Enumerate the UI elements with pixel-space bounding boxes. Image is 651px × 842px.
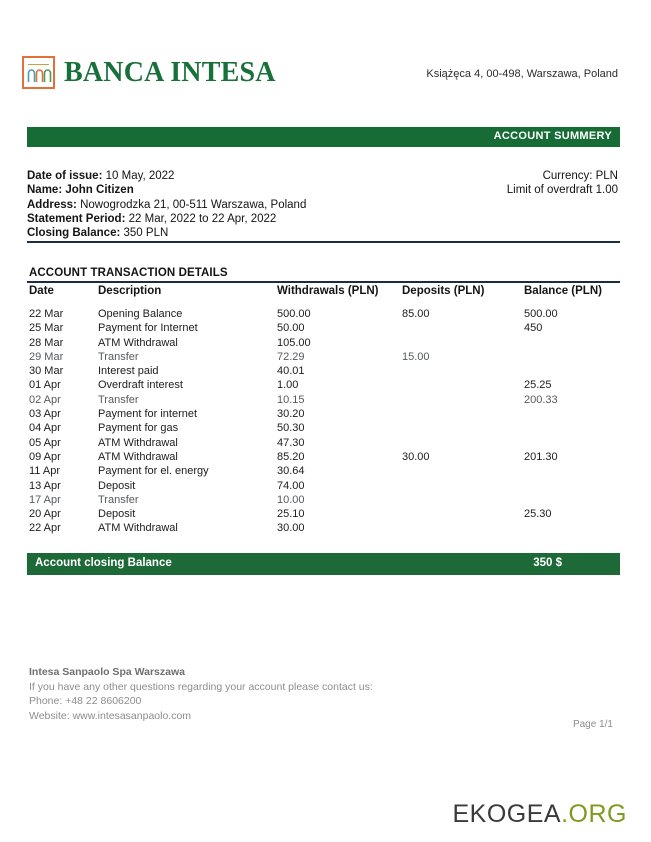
address-value: Nowogrodzka 21, 00-511 Warszawa, Poland [80, 198, 307, 211]
table-row [0, 322, 651, 336]
closing-balance-bar-value: 350 $ [533, 557, 562, 569]
address-label: Address: [27, 198, 77, 211]
cell-withdrawals: 72.29 [277, 350, 305, 363]
name-label: Name: [27, 184, 63, 197]
table-row [0, 351, 651, 365]
closing-balance-label: Closing Balance: [27, 227, 121, 240]
table-row [0, 337, 651, 351]
cell-withdrawals: 85.20 [277, 450, 305, 463]
column-header-withdrawals: Withdrawals (PLN) [277, 285, 379, 297]
statement-period-label: Statement Period: [27, 212, 126, 225]
closing-balance-row [27, 226, 620, 240]
cell-withdrawals: 105.00 [277, 336, 311, 349]
table-row [0, 379, 651, 393]
transaction-table-body [0, 308, 651, 537]
statement-period-value: 22 Mar, 2022 to 22 Apr, 2022 [128, 212, 277, 225]
cell-balance: 200.33 [524, 393, 558, 406]
currency-line: Currency: PLN [542, 170, 618, 182]
bank-name: BANCA INTESA [64, 56, 276, 88]
account-summary-bar [27, 127, 620, 147]
cell-description: ATM Withdrawal [98, 522, 178, 535]
cell-description: Opening Balance [98, 308, 183, 320]
account-closing-balance-bar [27, 553, 620, 575]
cell-date: 22 Apr [29, 522, 61, 535]
watermark-name: EKOGEA [452, 800, 562, 828]
footer-website: Website: www.intesasanpaolo.com [29, 709, 192, 722]
cell-description: Deposit [98, 479, 136, 492]
footer-company: Intesa Sanpaolo Spa Warszawa [29, 666, 185, 678]
page-number: Page 1/1 [572, 719, 613, 730]
cell-balance: 25.25 [524, 379, 552, 392]
cell-description: Transfer [98, 350, 139, 363]
cell-date: 20 Apr [29, 508, 61, 521]
cell-description: Overdraft interest [98, 379, 183, 392]
closing-balance-value: 350 PLN [123, 227, 169, 240]
cell-description: Transfer [98, 393, 139, 406]
cell-withdrawals: 30.20 [277, 408, 305, 421]
table-row [0, 508, 651, 522]
cell-withdrawals: 1.00 [277, 379, 299, 392]
cell-withdrawals: 10.15 [277, 393, 305, 406]
cell-date: 17 Apr [29, 493, 61, 506]
table-row [0, 480, 651, 494]
cell-date: 28 Mar [29, 336, 64, 349]
table-row [0, 465, 651, 479]
table-row [0, 308, 651, 322]
divider-table-header [27, 281, 620, 283]
cell-description: ATM Withdrawal [98, 436, 178, 449]
cell-date: 01 Apr [29, 379, 61, 392]
table-row [0, 437, 651, 451]
cell-deposits: 15.00 [402, 350, 430, 363]
cell-date: 05 Apr [29, 436, 61, 449]
footer-contact-line: If you have any other questions regarding your account please contact us: [29, 680, 373, 693]
cell-description: Transfer [98, 493, 139, 506]
cell-date: 30 Mar [29, 365, 64, 378]
transaction-details-title: ACCOUNT TRANSACTION DETAILS [29, 267, 228, 279]
closing-balance-bar-label: Account closing Balance [35, 557, 172, 569]
account-meta-block [507, 169, 618, 198]
cell-withdrawals: 50.30 [277, 422, 305, 435]
cell-withdrawals: 30.00 [277, 522, 305, 535]
cell-date: 25 Mar [29, 322, 64, 335]
cell-withdrawals: 25.10 [277, 508, 305, 521]
cell-description: Interest paid [98, 365, 159, 378]
cell-date: 03 Apr [29, 408, 61, 421]
account-summary-label: ACCOUNT SUMMERY [493, 130, 612, 142]
cell-date: 02 Apr [29, 393, 61, 406]
address-row [27, 198, 620, 212]
cell-balance: 25.30 [524, 508, 552, 521]
column-header-deposits: Deposits (PLN) [402, 285, 485, 297]
cell-balance: 201.30 [524, 450, 558, 463]
table-row [0, 494, 651, 508]
divider-above-transactions [27, 241, 620, 243]
name-value: John Citizen [65, 184, 134, 197]
cell-balance: 500.00 [524, 308, 558, 320]
cell-date: 29 Mar [29, 350, 64, 363]
page-footer [29, 665, 620, 723]
bank-address: Książęca 4, 00-498, Warszawa, Poland [426, 68, 618, 80]
column-header-description: Description [98, 285, 162, 297]
table-row [0, 365, 651, 379]
column-header-balance: Balance (PLN) [524, 285, 602, 297]
cell-date: 09 Apr [29, 450, 61, 463]
date-of-issue-label: Date of issue: [27, 170, 103, 182]
cell-withdrawals: 10.00 [277, 493, 305, 506]
cell-description: Payment for Internet [98, 322, 198, 335]
footer-phone: Phone: +48 22 8606200 [29, 695, 142, 707]
watermark-tld: .ORG [561, 800, 627, 828]
watermark [453, 800, 628, 829]
cell-withdrawals: 50.00 [277, 322, 305, 335]
table-row [0, 394, 651, 408]
cell-date: 11 Apr [29, 465, 60, 478]
arches-logo-icon [22, 56, 55, 89]
table-row [0, 451, 651, 465]
cell-withdrawals: 47.30 [277, 436, 305, 449]
statement-period-row [27, 212, 620, 226]
cell-withdrawals: 500.00 [277, 308, 311, 320]
table-row [0, 408, 651, 422]
date-of-issue-value: 10 May, 2022 [105, 170, 175, 182]
cell-description: Payment for el. energy [98, 465, 209, 478]
cell-description: Deposit [98, 508, 136, 521]
cell-description: ATM Withdrawal [98, 336, 178, 349]
cell-date: 13 Apr [29, 479, 61, 492]
page-header [0, 56, 651, 102]
cell-withdrawals: 74.00 [277, 479, 305, 492]
cell-date: 22 Mar [29, 308, 64, 320]
table-row [0, 422, 651, 436]
table-row [0, 522, 651, 536]
cell-withdrawals: 30.64 [277, 465, 305, 478]
cell-description: Payment for gas [98, 422, 179, 435]
cell-balance: 450 [524, 322, 543, 335]
transaction-table-header [0, 285, 651, 301]
overdraft-limit-line: Limit of overdraft 1.00 [506, 184, 618, 197]
cell-deposits: 30.00 [402, 450, 430, 463]
cell-withdrawals: 40.01 [277, 365, 305, 378]
cell-date: 04 Apr [29, 422, 61, 435]
cell-description: Payment for internet [98, 408, 198, 421]
cell-description: ATM Withdrawal [98, 450, 178, 463]
bank-brand [22, 56, 276, 89]
column-header-date: Date [29, 285, 54, 297]
cell-deposits: 85.00 [402, 308, 430, 320]
